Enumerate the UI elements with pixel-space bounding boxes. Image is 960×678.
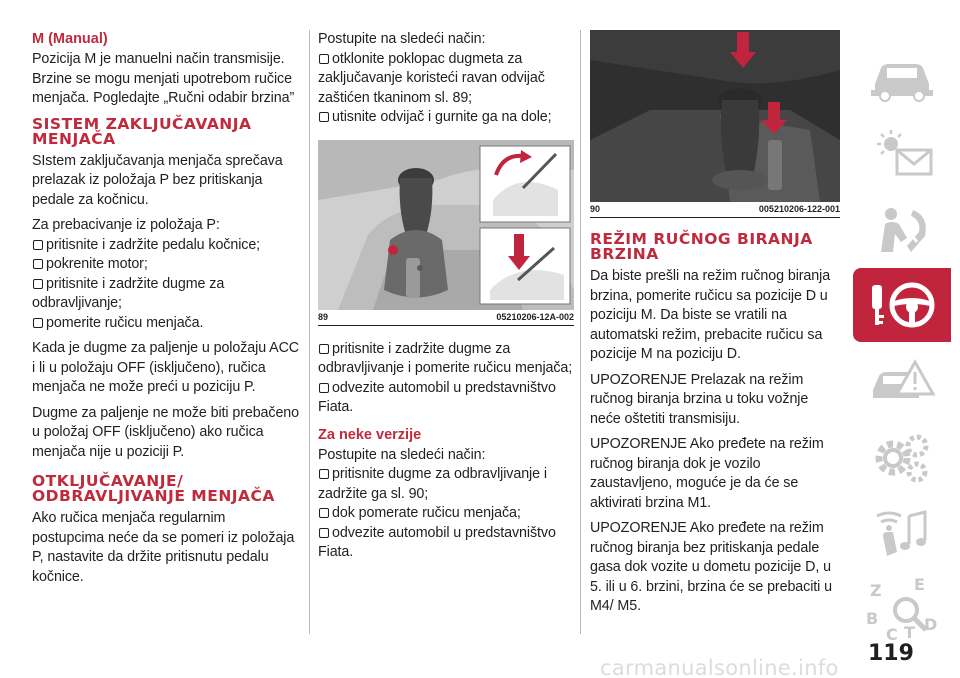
index-letters-icon xyxy=(862,574,942,644)
column-right xyxy=(590,30,840,623)
sidebar-tab-emergency[interactable] xyxy=(853,344,951,418)
figure-90-code: 005210206-122-001 xyxy=(758,204,840,214)
m-manual-text: Pozicija M je manuelni način transmisije. Brzine se mogu menjati upotrebom ručice menjača. Pogledajte „Ručni odabir brzina” xyxy=(32,51,295,106)
list-item: pritisnite i zadržite dugme za odbravljivanje; xyxy=(32,275,225,311)
acc-text: Kada je dugme za paljenje u položaju ACC i li u položaju OFF (isključeno), ručica menjača ne može preći u poziciju P. xyxy=(32,340,300,395)
figure-89-caption xyxy=(318,310,574,325)
safety-airbag-icon xyxy=(867,202,937,257)
checkbox-bullet-icon xyxy=(319,528,329,538)
watermark: carmanualsonline.info xyxy=(600,656,839,678)
system-lock-text: SIstem zaključavanja menjača sprečava prelazak iz položaja P bez pritiskanja pedale za kočnicu. xyxy=(32,152,283,208)
checkbox-bullet-icon xyxy=(319,112,329,122)
list-item: pritisnite i zadržite pedalu kočnice; xyxy=(32,236,300,256)
unlock-heading: OTKLJUČAVANJE/ ODBRAVLJIVANJE MENJAČA xyxy=(32,472,275,505)
sidebar-tab-index[interactable] xyxy=(853,572,951,646)
figure-90-number: 90 xyxy=(590,204,601,214)
list-item: odvezite automobil u predstavništvo Fiata. xyxy=(318,524,556,560)
shift-intro: Za prebacivanje iz položaja P: xyxy=(32,217,220,233)
index-letter-e: E xyxy=(914,575,925,594)
list-item: pokrenite motor; xyxy=(32,255,300,275)
figure-89-code: 05210206-12A-002 xyxy=(496,311,574,322)
gear-lever-button-illustration xyxy=(590,30,840,202)
sidebar-tab-warning-lights[interactable] xyxy=(853,116,951,190)
index-letter-c: C xyxy=(886,625,898,644)
checkbox-bullet-icon xyxy=(33,318,43,328)
ignition-text: Dugme za paljenje ne može biti prebačeno u položaj OFF (isključeno) ako ručica menjača nije u poziciji P. xyxy=(32,404,300,460)
checkbox-bullet-icon xyxy=(319,508,329,518)
list-item: pritisnite i zadržite dugme za odbravljivanje i pomerite ručicu menjača; xyxy=(318,340,573,376)
checkbox-bullet-icon xyxy=(319,383,329,393)
column-middle xyxy=(318,30,574,563)
unlock-text: Ako ručica menjača regularnim postupcima neće da se pomeri iz položaja P, nastavite da držite pritisnutu pedalu kočnice. xyxy=(32,510,295,585)
figure-89 xyxy=(318,140,574,326)
list-item: otklonite poklopac dugmeta za zaključavanje koristeći ravan odvijač zaštićen tkaninom sl. 89; xyxy=(318,50,545,106)
page-number: 119 xyxy=(868,641,914,666)
checkbox-bullet-icon xyxy=(319,469,329,479)
sidebar-tab-multimedia[interactable] xyxy=(853,496,951,570)
figure-90 xyxy=(590,30,840,218)
list-item: pritisnite dugme za odbravljivanje i zadržite ga sl. 90; xyxy=(318,466,547,502)
index-letter-b: B xyxy=(866,609,879,628)
list-item: pomerite ručicu menjača. xyxy=(32,314,300,334)
steering-wheel-key-icon xyxy=(862,275,942,335)
proceed-intro: Postupite na sledeći način: xyxy=(318,31,486,47)
multimedia-icon xyxy=(867,506,937,561)
system-lock-heading: SISTEM ZAKLJUČAVANJA MENJAČA xyxy=(32,114,252,148)
checkbox-bullet-icon xyxy=(33,259,43,269)
index-letter-z: Z xyxy=(870,581,882,600)
manual-mode-heading: REŽIM RUČNOG BIRANJA BRZINA xyxy=(590,230,813,263)
sidebar-tab-car[interactable] xyxy=(853,40,951,114)
column-left xyxy=(32,30,300,593)
versions-heading: Za neke verzije xyxy=(318,426,422,443)
figure-89-number: 89 xyxy=(318,311,329,322)
sidebar-tab-starting-driving[interactable] xyxy=(853,268,951,342)
warning-lights-icon xyxy=(867,126,937,181)
checkbox-bullet-icon xyxy=(319,344,329,354)
warning-3: UPOZORENJE Ako pređete na režim ručnog biranja bez pritiskanja pedale gasa dok vozite u dometu pozicije D, u 5. ili u 6. brzini, brzina će se prebaciti u M4/ M5. xyxy=(590,520,832,614)
checkbox-bullet-icon xyxy=(33,240,43,250)
list-item: odvezite automobil u predstavništvo Fiata. xyxy=(318,379,556,415)
warning-2: UPOZORENJE Ako pređete na režim ručnog biranja dok je vozilo zaustavljeno, moguće je da će se aktivirati brzina M1. xyxy=(590,436,824,511)
emergency-car-icon xyxy=(867,354,937,409)
column-divider-right xyxy=(580,30,581,634)
sidebar-tab-maintenance[interactable] xyxy=(853,420,951,494)
maintenance-gears-icon xyxy=(867,430,937,485)
list-item: utisnite odvijač i gurnite ga na dole; xyxy=(318,108,574,128)
index-letter-t: T xyxy=(904,623,915,642)
m-manual-heading: M (Manual) xyxy=(32,31,108,47)
warning-1: UPOZORENJE Prelazak na režim ručnog biranja brzina u toku vožnje neće oštetiti transmisiju. xyxy=(590,371,809,427)
list-item: dok pomerate ručicu menjača; xyxy=(318,504,574,524)
car-icon xyxy=(867,52,937,102)
checkbox-bullet-icon xyxy=(319,54,329,64)
index-letter-d: D xyxy=(924,615,938,634)
versions-intro: Postupite na sledeći način: xyxy=(318,446,486,463)
sidebar-tab-safety[interactable] xyxy=(853,192,951,266)
gear-lever-unlock-illustration xyxy=(318,140,574,310)
figure-90-caption xyxy=(590,202,840,217)
chapter-sidebar xyxy=(853,40,951,648)
checkbox-bullet-icon xyxy=(33,279,43,289)
manual-mode-text: Da biste prešli na režim ručnog biranja brzina, pomerite ručicu sa pozicije D u poziciju M. Da biste se vratili na automatski režim, prebacite ručicu sa pozicije M na poziciju D. xyxy=(590,268,831,362)
column-divider-left xyxy=(309,30,310,634)
